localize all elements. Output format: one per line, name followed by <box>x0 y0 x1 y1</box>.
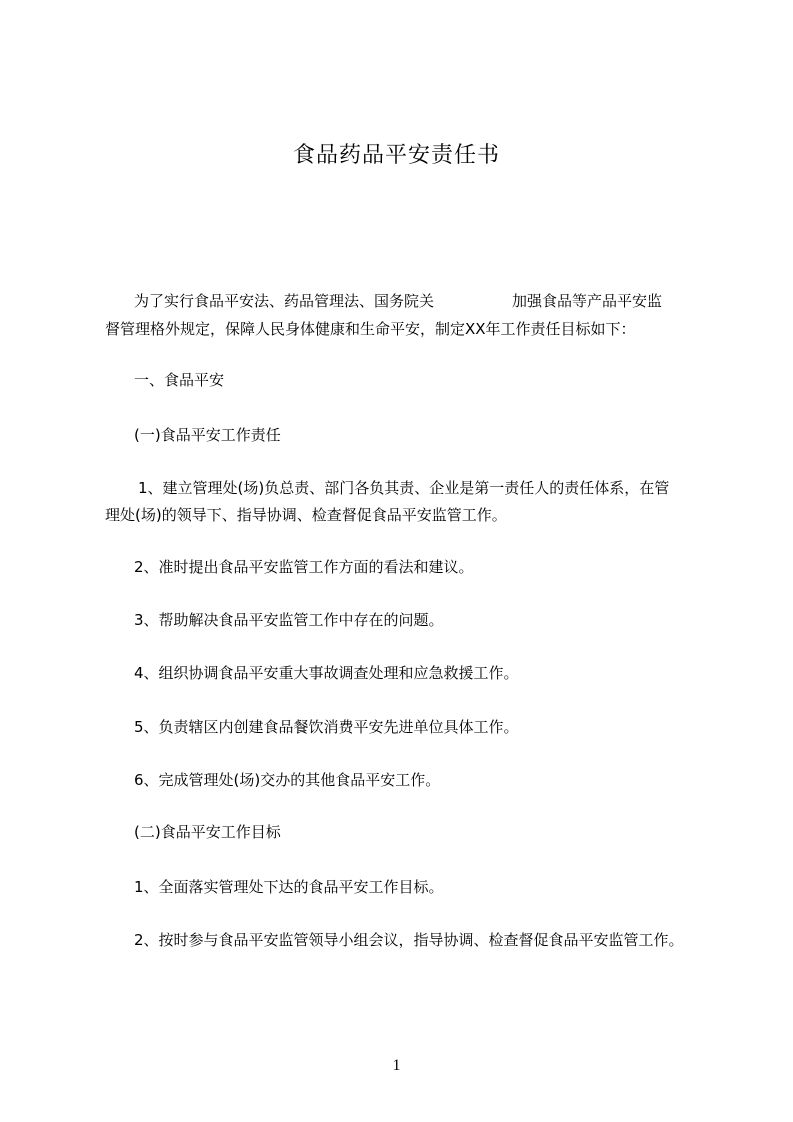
intro-line-2: 督管理格外规定，保障人民身体健康和生命平安，制定XX年工作责任目标如下： <box>105 320 636 338</box>
intro-line-1-part-1: 为了实行食品平安法、药品管理法、国务院关 <box>134 292 435 310</box>
responsibility-item-2: 2、准时提出食品平安监管工作方面的看法和建议。 <box>134 558 474 576</box>
document-title: 食品药品平安责任书 <box>292 143 500 168</box>
intro-line-1 <box>134 291 662 311</box>
section-1-heading: 一、食品平安 <box>134 371 225 389</box>
responsibility-item-5: 5、负责辖区内创建食品餐饮消费平安先进单位具体工作。 <box>134 718 519 736</box>
responsibility-item-3: 3、帮助解决食品平安监管工作中存在的问题。 <box>134 611 444 629</box>
intro-line-1-part-2: 加强食品等产品平安监 <box>512 292 663 310</box>
responsibility-item-1-line-2: 理处(场)的领导下、指导协调、检查督促食品平安监管工作。 <box>105 506 507 524</box>
target-item-2: 2、按时参与食品平安监管领导小组会议，指导协调、检查督促食品平安监管工作。 <box>134 931 684 949</box>
subsection-2-heading: (二)食品平安工作目标 <box>134 823 281 841</box>
responsibility-item-4: 4、组织协调食品平安重大事故调查处理和应急救援工作。 <box>134 664 519 682</box>
target-item-1: 1、全面落实管理处下达的食品平安工作目标。 <box>134 878 444 896</box>
responsibility-item-1-line-1: 1、建立管理处(场)负总责、部门各负其责、企业是第一责任人的责任体系，在管 <box>138 479 670 497</box>
responsibility-item-6: 6、完成管理处(场)交办的其他食品平安工作。 <box>134 771 441 789</box>
subsection-1-heading: (一)食品平安工作责任 <box>134 426 281 444</box>
page-number: 1 <box>392 1057 401 1074</box>
